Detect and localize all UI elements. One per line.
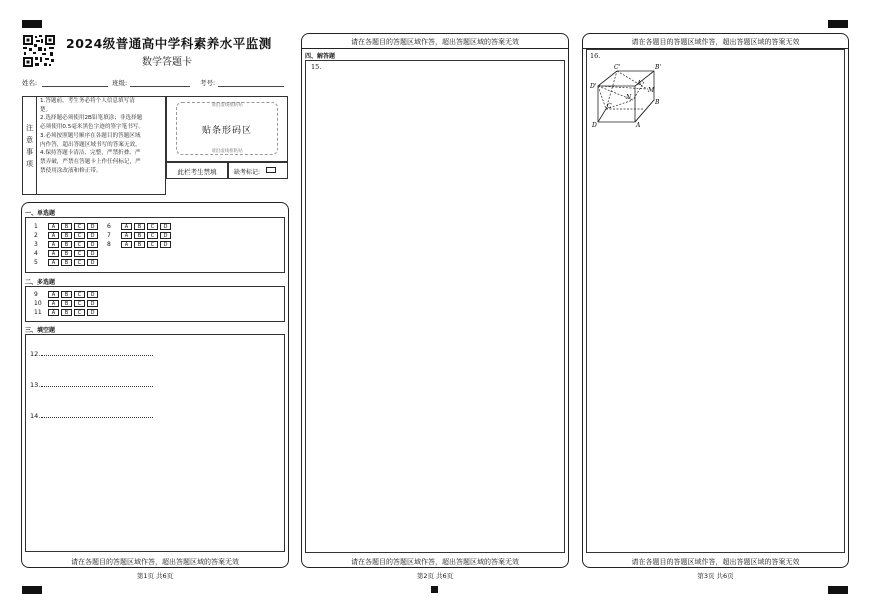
blank-line[interactable] <box>41 350 153 356</box>
header-notice-2: 请在各题目的答题区域作答，超出答题区域的答案无效 <box>351 38 519 46</box>
absent-mark-label: 缺考标记: <box>234 169 261 176</box>
option-bubble[interactable]: D <box>160 232 171 239</box>
question-row <box>34 222 100 230</box>
question-number: 9 <box>34 290 38 298</box>
option-bubble[interactable]: A <box>48 232 59 239</box>
question-15-box[interactable] <box>305 60 565 553</box>
question-number: 5 <box>34 258 38 266</box>
exam-no-field[interactable] <box>218 86 284 87</box>
registration-mark-top-left <box>22 20 42 28</box>
option-bubble[interactable]: C <box>74 223 85 230</box>
option-bubble[interactable]: D <box>160 241 171 248</box>
option-bubble[interactable]: A <box>121 232 132 239</box>
blank-number: 13. <box>30 381 41 389</box>
panel-2-header-rule <box>301 48 569 49</box>
question-number: 6 <box>107 222 111 230</box>
option-bubble[interactable]: A <box>48 241 59 248</box>
question-row <box>34 231 100 239</box>
section-3-box <box>25 334 285 552</box>
blank-line[interactable] <box>41 412 153 418</box>
cube-label-a1: A' <box>637 80 643 87</box>
notes-line: 必须使用0.5毫米黑色字迹的签字笔书写。 <box>40 124 144 131</box>
option-bubble[interactable]: A <box>48 223 59 230</box>
section-1-title: 一、单选题 <box>25 210 56 217</box>
option-bubble[interactable]: D <box>87 241 98 248</box>
option-bubble[interactable]: B <box>61 300 72 307</box>
barcode-label: 贴条形码区 <box>201 126 252 136</box>
question-number: 4 <box>34 249 38 257</box>
option-bubble[interactable]: C <box>74 232 85 239</box>
option-bubble[interactable]: A <box>48 291 59 298</box>
question-row <box>107 240 173 248</box>
notes-heading-char: 注 <box>26 124 33 132</box>
cube-label-c: C <box>607 103 612 110</box>
question-number: 3 <box>34 240 38 248</box>
option-bubble[interactable]: D <box>87 223 98 230</box>
footer-notice-1: 请在各题目的答题区域作答，超出答题区域的答案无效 <box>71 558 239 566</box>
option-bubble[interactable]: C <box>74 300 85 307</box>
page-number-1: 第1页 共6页 <box>136 572 174 580</box>
question-row <box>34 240 100 248</box>
cube-label-a: A <box>636 122 641 128</box>
option-bubble[interactable]: D <box>87 300 98 307</box>
option-bubble[interactable]: C <box>74 291 85 298</box>
question-row <box>107 231 173 239</box>
cube-label-b1: B' <box>655 64 662 71</box>
page-number-2: 第2页 共6页 <box>416 572 454 580</box>
section-2-title: 二、多选题 <box>25 279 56 286</box>
blank-row-12[interactable] <box>30 350 153 358</box>
option-bubble[interactable]: C <box>74 259 85 266</box>
cube-edge <box>598 109 606 122</box>
option-bubble[interactable]: D <box>87 250 98 257</box>
question-row <box>34 308 100 316</box>
name-label: 姓名: <box>22 79 38 87</box>
blank-number: 12. <box>30 350 41 358</box>
blank-number: 14. <box>30 412 41 420</box>
option-bubble[interactable]: D <box>87 291 98 298</box>
class-label: 班级: <box>112 79 128 87</box>
question-row <box>107 222 173 230</box>
option-bubble[interactable]: C <box>74 309 85 316</box>
option-bubble[interactable]: D <box>87 309 98 316</box>
class-field[interactable] <box>130 86 190 87</box>
question-number: 7 <box>107 231 111 239</box>
option-bubble[interactable]: C <box>147 232 158 239</box>
question-number: 8 <box>107 240 111 248</box>
option-bubble[interactable]: A <box>48 259 59 266</box>
option-bubble[interactable]: B <box>61 241 72 248</box>
option-bubble[interactable]: D <box>87 232 98 239</box>
barcode-bottom-hint: 请沿虚线框粘贴 <box>211 149 243 154</box>
teacher-fill-label: 此栏考生禁填 <box>177 168 217 176</box>
option-bubble[interactable]: A <box>48 250 59 257</box>
notes-heading <box>23 122 36 170</box>
option-bubble[interactable]: B <box>61 250 72 257</box>
page-number-3: 第3页 共6页 <box>697 572 734 580</box>
question-row <box>34 258 100 266</box>
notes-heading-char: 意 <box>26 136 33 144</box>
option-bubble[interactable]: C <box>147 241 158 248</box>
cube-label-d: D <box>592 122 597 128</box>
blank-row-14[interactable] <box>30 412 153 420</box>
notes-line: 4.保持答题卡清洁、完整，严禁折叠、严 <box>40 150 141 157</box>
question-number: 11 <box>34 308 42 316</box>
cube-label-n: N <box>626 94 632 101</box>
option-bubble[interactable]: A <box>121 241 132 248</box>
exam-title: 2024级普通高中学科素养水平监测 <box>66 36 272 51</box>
notes-line: 禁使用涂改液和修正带。 <box>40 167 102 174</box>
footer-notice-3: 请在各题目的答题区域作答，超出答题区域的答案无效 <box>631 558 800 566</box>
option-bubble[interactable]: D <box>160 223 171 230</box>
question-16-number: 16. <box>590 52 601 60</box>
question-row <box>34 249 100 257</box>
section-4-title: 四、解答题 <box>305 53 336 60</box>
section-3-title: 三、填空题 <box>25 327 56 334</box>
question-number: 2 <box>34 231 38 239</box>
header-notice-3: 请在各题目的答题区域作答，超出答题区域的答案无效 <box>631 38 800 46</box>
cube-edge <box>635 100 654 122</box>
option-bubble[interactable]: D <box>87 259 98 266</box>
notes-heading-char: 事 <box>26 148 33 156</box>
registration-mark-bottom-right <box>828 586 848 594</box>
name-field[interactable] <box>42 86 108 87</box>
cube-figure <box>588 60 668 128</box>
option-bubble[interactable]: A <box>48 300 59 307</box>
option-bubble[interactable]: C <box>74 250 85 257</box>
absent-mark-checkbox[interactable] <box>266 167 276 173</box>
option-bubble[interactable]: B <box>134 241 145 248</box>
option-bubble[interactable]: C <box>147 223 158 230</box>
cube-label-c1: C' <box>614 64 621 71</box>
question-15-number: 15. <box>311 63 322 71</box>
option-bubble[interactable]: B <box>134 232 145 239</box>
notes-line: 1.答题前，考生务必将个人信息填写清 <box>40 98 135 104</box>
notes-line: 禁弄破，严禁在答题卡上作任何标记，严 <box>40 158 141 165</box>
card-subtitle: 数学答题卡 <box>142 57 192 68</box>
footer-notice-2: 请在各题目的答题区域作答，超出答题区域的答案无效 <box>351 558 519 566</box>
option-bubble[interactable]: B <box>61 259 72 266</box>
registration-mark-bottom-center <box>431 586 438 593</box>
notes-line: 楚。 <box>40 106 52 113</box>
cube-label-m: M <box>648 87 655 94</box>
notes-heading-char: 项 <box>26 160 33 168</box>
cube-hidden-edge <box>598 86 606 109</box>
notes-line: 内作答，超出答题区域书写的答案无效。 <box>40 141 141 148</box>
notes-line: 3.必须按照题号顺序在各题目的答题区域 <box>40 132 141 139</box>
option-bubble[interactable]: B <box>61 291 72 298</box>
question-number: 1 <box>34 222 38 230</box>
option-bubble[interactable]: B <box>61 309 72 316</box>
cube-label-b: B <box>655 99 660 106</box>
registration-mark-top-right <box>828 20 848 28</box>
cube-label-d1: D' <box>590 83 597 90</box>
question-row <box>34 290 100 298</box>
option-bubble[interactable]: A <box>121 223 132 230</box>
option-bubble[interactable]: B <box>61 223 72 230</box>
notes-heading-divider <box>36 96 37 195</box>
option-bubble[interactable]: B <box>61 232 72 239</box>
notes-text <box>40 97 164 175</box>
blank-row-13[interactable] <box>30 381 153 389</box>
option-bubble[interactable]: A <box>48 309 59 316</box>
option-bubble[interactable]: B <box>134 223 145 230</box>
question-number: 10 <box>34 299 42 307</box>
exam-no-label: 考号: <box>200 79 216 87</box>
option-bubble[interactable]: C <box>74 241 85 248</box>
blank-line[interactable] <box>41 381 153 387</box>
qr-code-icon <box>22 34 56 68</box>
barcode-top-hint: 请沿虚线框粘贴 <box>211 103 243 108</box>
question-row <box>34 299 100 307</box>
notes-line: 2.选择题必须使用2B铅笔填涂；非选择题 <box>40 115 143 122</box>
registration-mark-bottom-left <box>22 586 42 594</box>
